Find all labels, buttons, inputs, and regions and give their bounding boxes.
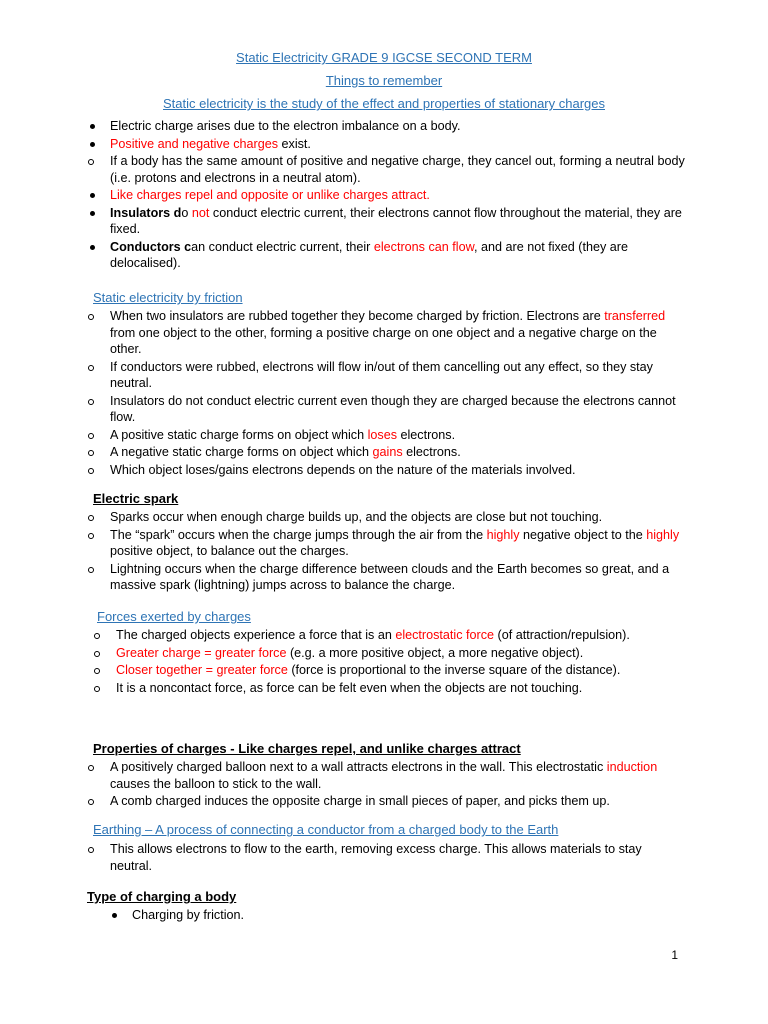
list-item-text: Insulators d (110, 205, 182, 220)
list-item (85, 759, 685, 792)
list-item-text: not (191, 205, 210, 220)
list-item-text: electrons. (397, 427, 456, 442)
list-item-text: transferred (604, 309, 666, 323)
list-item-text: The charged objects experience a force that is an (116, 628, 396, 642)
list-item-text: electrons can flow (373, 239, 474, 254)
spark-list (85, 509, 685, 595)
heading-spark: Electric spark (93, 491, 179, 506)
document-subtitle: Things to remember (325, 73, 443, 88)
list-item-text: Lightning occurs when the charge difference between clouds and the Earth becomes so great, and a massive spark (lightning) jumps across to balance the charge. (110, 561, 670, 592)
document-title: Static Electricity GRADE 9 IGCSE SECOND TERM (236, 50, 532, 65)
heading-friction: Static electricity by friction (93, 290, 243, 305)
list-item (91, 627, 691, 644)
list-item (85, 393, 685, 426)
list-item (91, 680, 691, 697)
list-item-text: negative object to the (519, 527, 647, 542)
list-item (85, 561, 685, 594)
list-item (85, 444, 685, 461)
list-item-text: highly (646, 527, 680, 542)
list-item-text: Sparks occur when enough charge builds up, and the objects are close but not touching. (110, 510, 603, 524)
list-item-text: an conduct electric current, their (191, 239, 374, 254)
list-item-text: Which object loses/gains electrons depends on the nature of the materials involved. (110, 462, 576, 477)
list-item-text: Insulators do not conduct electric current even though they are charged because the electrons cannot flow. (110, 393, 676, 424)
list-item (107, 907, 707, 924)
list-item (85, 509, 685, 526)
list-item-text: exist. (278, 136, 311, 151)
list-item (85, 308, 685, 358)
heading-forces: Forces exerted by charges (97, 609, 251, 624)
definition-line: Static electricity is the study of the effect and properties of stationary charges (163, 96, 605, 111)
list-item-text: conduct electric current, their electrons cannot flow throughout the material, they are fixed. (110, 205, 682, 236)
list-item-text: electrostatic force (395, 628, 495, 642)
list-item-text: A positive static charge forms on object which (110, 427, 368, 442)
list-item-text: Closer together = greater force (116, 663, 288, 677)
list-item-text: When two insulators are rubbed together they become charged by friction. Electrons are (110, 309, 605, 323)
earthing-list (85, 841, 685, 875)
list-item-text: (e.g. a more positive object, a more negative object). (286, 645, 584, 660)
list-item-text: It is a noncontact force, as force can be felt even when the objects are not touching. (116, 680, 583, 695)
charging-list (107, 907, 707, 925)
list-item (85, 136, 685, 153)
list-item-text: Positive and negative charges (110, 136, 279, 151)
list-item-text: loses (367, 427, 397, 442)
list-item (85, 527, 685, 560)
list-item-text: highly (486, 527, 520, 542)
list-item-text: o (181, 205, 192, 220)
list-item-text: Electric charge arises due to the electron imbalance on a body. (110, 119, 461, 133)
list-item (85, 841, 685, 874)
list-item-text: If conductors were rubbed, electrons will flow in/out of them cancelling out any effect, so they stay neutral. (110, 359, 653, 390)
list-item-text: Greater charge = greater force (116, 645, 287, 660)
heading-properties: Properties of charges - Like charges repel, and unlike charges attract (93, 741, 521, 756)
list-item-text: A comb charged induces the opposite charge in small pieces of paper, and picks them up. (110, 794, 610, 808)
list-item-text: The “spark” occurs when the charge jumps through the air from the (110, 527, 487, 542)
list-item (91, 662, 691, 679)
intro-list (85, 118, 685, 273)
list-item-text: A negative static charge forms on object which (110, 445, 373, 459)
list-item-text: A positively charged balloon next to a wall attracts electrons in the wall. This electrostatic (110, 760, 607, 774)
friction-list (85, 308, 685, 479)
list-item (85, 793, 685, 810)
list-item (85, 239, 685, 272)
list-item-text: from one object to the other, forming a positive charge on one object and a negative charge on the other. (110, 325, 657, 356)
heading-earthing: Earthing – A process of connecting a conductor from a charged body to the Earth (93, 822, 559, 837)
list-item-text: Like charges repel and opposite or unlike charges attract. (110, 188, 430, 202)
list-item-text: induction (606, 760, 658, 774)
list-item-text: positive object, to balance out the charges. (110, 544, 349, 558)
list-item-text: This allows electrons to flow to the earth, removing excess charge. This allows materials to stay neutral. (110, 842, 642, 873)
list-item-text: gains (372, 445, 403, 459)
list-item-text: Conductors c (110, 239, 192, 254)
list-item-text: , and are not fixed (they are delocalised). (110, 239, 628, 270)
heading-charging: Type of charging a body (87, 889, 237, 904)
properties-list (85, 759, 685, 811)
list-item (85, 462, 685, 479)
page-number: 1 (671, 948, 678, 962)
list-item-text: Charging by friction. (132, 908, 244, 922)
list-item (85, 205, 685, 238)
list-item-text: (force is proportional to the inverse square of the distance). (287, 663, 621, 677)
forces-list (91, 627, 691, 697)
list-item (85, 118, 685, 135)
list-item-text: causes the balloon to stick to the wall. (110, 776, 322, 791)
list-item-text: If a body has the same amount of positive and negative charge, they cancel out, forming a neutral body (i.e. protons and electrons in a neutral atom). (110, 154, 685, 185)
list-item-text: (of attraction/repulsion). (494, 628, 630, 642)
list-item (85, 153, 685, 186)
list-item (85, 427, 685, 444)
list-item-text: electrons. (402, 445, 461, 459)
list-item (85, 187, 685, 204)
list-item (91, 645, 691, 662)
list-item (85, 359, 685, 392)
